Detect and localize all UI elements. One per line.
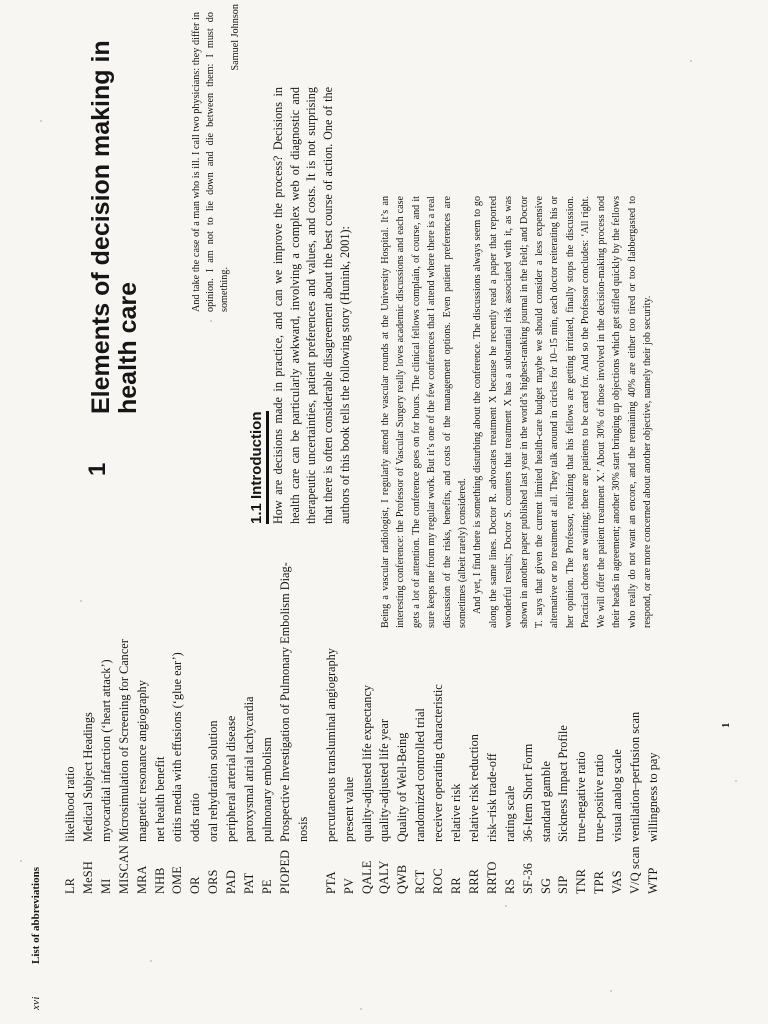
- abbreviation-definition: quality-adjusted life year: [377, 719, 392, 842]
- abbreviation-term: TPR: [592, 870, 607, 894]
- abbreviation-row: [62, 499, 80, 894]
- abbreviation-term: NHB: [152, 867, 167, 894]
- abbreviation-definition-continuation: nosis: [295, 816, 310, 842]
- story-block: [378, 196, 655, 628]
- abbreviation-term: QALE: [359, 860, 374, 894]
- abbreviation-term: SG: [538, 877, 553, 894]
- abbreviation-term: TNR: [574, 868, 589, 894]
- abbreviation-definition: paroxysmal atrial tachycardia: [242, 696, 257, 842]
- abbreviation-term: RS: [502, 878, 517, 894]
- abbreviation-row: [223, 499, 241, 894]
- abbreviation-row: [205, 499, 223, 894]
- abbreviation-term: ROC: [431, 868, 446, 894]
- abbreviation-definition: relative risk reduction: [466, 734, 481, 842]
- abbreviation-term: SF-36: [520, 862, 535, 894]
- chapter-title: Elements of decision making in health care: [87, 40, 142, 414]
- abbreviation-definition: present value: [341, 776, 356, 842]
- abbreviation-term: QWB: [395, 864, 410, 894]
- abbreviation-term: RR: [449, 877, 464, 894]
- abbreviation-definition: Medical Subject Headings: [80, 712, 95, 842]
- running-head: List of abbreviations: [30, 867, 42, 964]
- abbreviation-term: LR: [63, 877, 77, 894]
- abbreviation-definition: Microsimulation of Screening for Cancer: [116, 639, 131, 842]
- abbreviation-term: MeSH: [80, 861, 95, 894]
- abbreviation-term: PIOPED: [277, 849, 292, 894]
- abbreviation-definition: magnetic resonance angiography: [134, 680, 149, 842]
- abbreviation-term: MRA: [134, 865, 149, 894]
- abbreviation-row: [259, 499, 277, 894]
- epigraph-source: Samuel Johnson: [230, 4, 241, 71]
- abbreviation-definition: otitis media with effusions (‘glue ear’): [170, 652, 185, 842]
- list-gap: [313, 499, 323, 894]
- intro-paragraph: How are decisions made in practice, and can we improve the process? Decisions in health care can be particularly awkward, involving a complex web of diagnostic and therapeutic uncertainties, patient preferences and values, and costs. It is not surprising that there is often considerable disagreement about the best course of action. One of the authors of this book tells the following story (Hunink, 2001):: [271, 87, 352, 524]
- epigraph: And take the case of a man who is ill. I call two physicians: they differ in opinion. I am not to lie down and die between them: I must do something.: [191, 12, 230, 312]
- abbreviation-row: [323, 499, 341, 894]
- abbreviation-definition: receiver operating characteristic: [431, 684, 446, 842]
- abbreviation-definition: pulmonary embolism: [259, 737, 274, 842]
- abbreviation-term: VAS: [610, 870, 625, 894]
- abbreviation-row: [80, 499, 98, 894]
- abbreviation-term: WTP: [646, 867, 660, 894]
- abbreviation-term: QALY: [377, 860, 392, 894]
- chapter-number-text: 1: [84, 462, 111, 476]
- abbreviation-term: PAT: [242, 872, 257, 894]
- abbreviation-row: [277, 499, 295, 894]
- abbreviation-row: [359, 499, 377, 894]
- abbreviation-definition: 36-Item Short Form: [520, 743, 535, 842]
- right-page-number: 1: [720, 722, 732, 728]
- abbreviation-term: PE: [259, 879, 274, 894]
- story-paragraph-2: And yet, I find there is something disturbing about the conference. The discussions always seem to go along the same lines. Doctor R. advocates treatment X because he recently read a paper that reported wonderful results; Doctor S. counters that treatment X has a substantial risk associated with it, as was shown in another paper published last year in the world’s highest-ranking journal in the field; and Doctor T. says that given the current limited health-care budget maybe we should consider a less expensive alternative or no treatment at all. They talk around in circles for 10–15 min, each doctor reiterating his or her opinion. The Professor, realizing that his fellows are getting irritated, finally stops the discussion. Practical chores are waiting; there are patients to be cared for. And so the Professor concludes: ‘All right. We will offer the patient treatment X.’ About 30% of those involved in the decision-making process nod their heads in agreement; another 30% start bringing up objections which get stifled quickly by the fellows who really do not want an encore, and the remaining 40% are either too tired or too flabbergasted to respond, or are more concerned about another objective, namely their job security.: [472, 196, 653, 628]
- abbreviation-term: OR: [188, 876, 203, 894]
- abbreviation-definition: risk–risk trade-off: [484, 753, 499, 842]
- abbreviation-definition: odds ratio: [188, 793, 203, 842]
- abbreviation-term: PTA: [323, 871, 338, 894]
- abbreviation-row: [241, 499, 259, 894]
- story-paragraph-1: Being a vascular radiologist, I regularly attend the vascular rounds at the University Hospital. It’s an interesting conference: the Professor of Vascular Surgery really loves academic discussions and each case gets a lot of attention. The conference goes on for hours. The clinical fellows complain, of course, and it sure keeps me from my regular work. But it’s one of the few conferences that I attend where there is a real discussion of the risks, benefits, and costs of the management options. Even patient preferences are sometimes (albeit rarely) considered.: [380, 196, 469, 628]
- abbreviation-term: MI: [98, 878, 113, 894]
- abbreviation-row: [134, 499, 152, 894]
- abbreviation-definition: ventilation–perfusion scan: [628, 711, 643, 842]
- abbreviation-term: PAD: [224, 869, 239, 894]
- abbreviation-definition: true-negative ratio: [574, 751, 589, 842]
- abbreviation-definition: myocardial infarction (‘heart attack’): [98, 659, 113, 842]
- abbreviation-term: V/Q scan: [628, 846, 643, 894]
- abbreviation-definition: likelihood ratio: [63, 766, 77, 842]
- abbreviation-definition: oral rehydration solution: [206, 720, 221, 842]
- abbreviation-term: PV: [341, 877, 356, 894]
- abbreviation-definition: quality-adjusted life expectancy: [359, 684, 374, 842]
- abbreviation-term: SIP: [556, 875, 571, 894]
- abbreviation-term: ORS: [206, 869, 221, 894]
- abbreviation-definition: net health benefit: [152, 756, 167, 842]
- abbreviation-definition: Prospective Investigation of Pulmonary Embolism Diag-: [277, 562, 292, 842]
- abbreviation-row: [152, 499, 170, 894]
- chapter-number: [84, 463, 112, 476]
- abbreviation-term: RRR: [466, 868, 481, 894]
- abbreviation-definition: true-positive ratio: [592, 754, 607, 842]
- abbreviation-term: RRTO: [484, 861, 499, 894]
- abbreviation-definition: Quality of Well-Being: [395, 732, 410, 842]
- abbreviation-row: [116, 499, 134, 894]
- abbreviation-definition: Sickness Impact Profile: [556, 725, 571, 842]
- abbreviation-definition: randomized controlled trial: [413, 708, 428, 842]
- abbreviation-definition: standard gamble: [538, 761, 553, 842]
- abbreviation-definition: peripheral arterial disease: [224, 715, 239, 842]
- abbreviation-row: [98, 499, 116, 894]
- abbreviation-term: OME: [170, 866, 185, 894]
- section-heading: 1.1 Introduction: [248, 412, 269, 525]
- abbreviation-definition: willingness to pay: [646, 752, 660, 842]
- left-page-number: xvi: [30, 996, 42, 1010]
- abbreviation-row: [169, 499, 187, 894]
- abbreviation-term: MISCAN: [116, 844, 131, 894]
- abbreviation-row: [341, 499, 359, 894]
- abbreviation-definition: rating scale: [502, 785, 517, 842]
- abbreviation-term: RCT: [413, 869, 428, 894]
- abbreviation-definition: percutaneous transluminal angiography: [323, 648, 338, 842]
- abbreviation-definition: visual analog scale: [610, 749, 625, 842]
- abbreviation-definition: relative risk: [449, 783, 464, 842]
- abbreviation-row: [187, 499, 205, 894]
